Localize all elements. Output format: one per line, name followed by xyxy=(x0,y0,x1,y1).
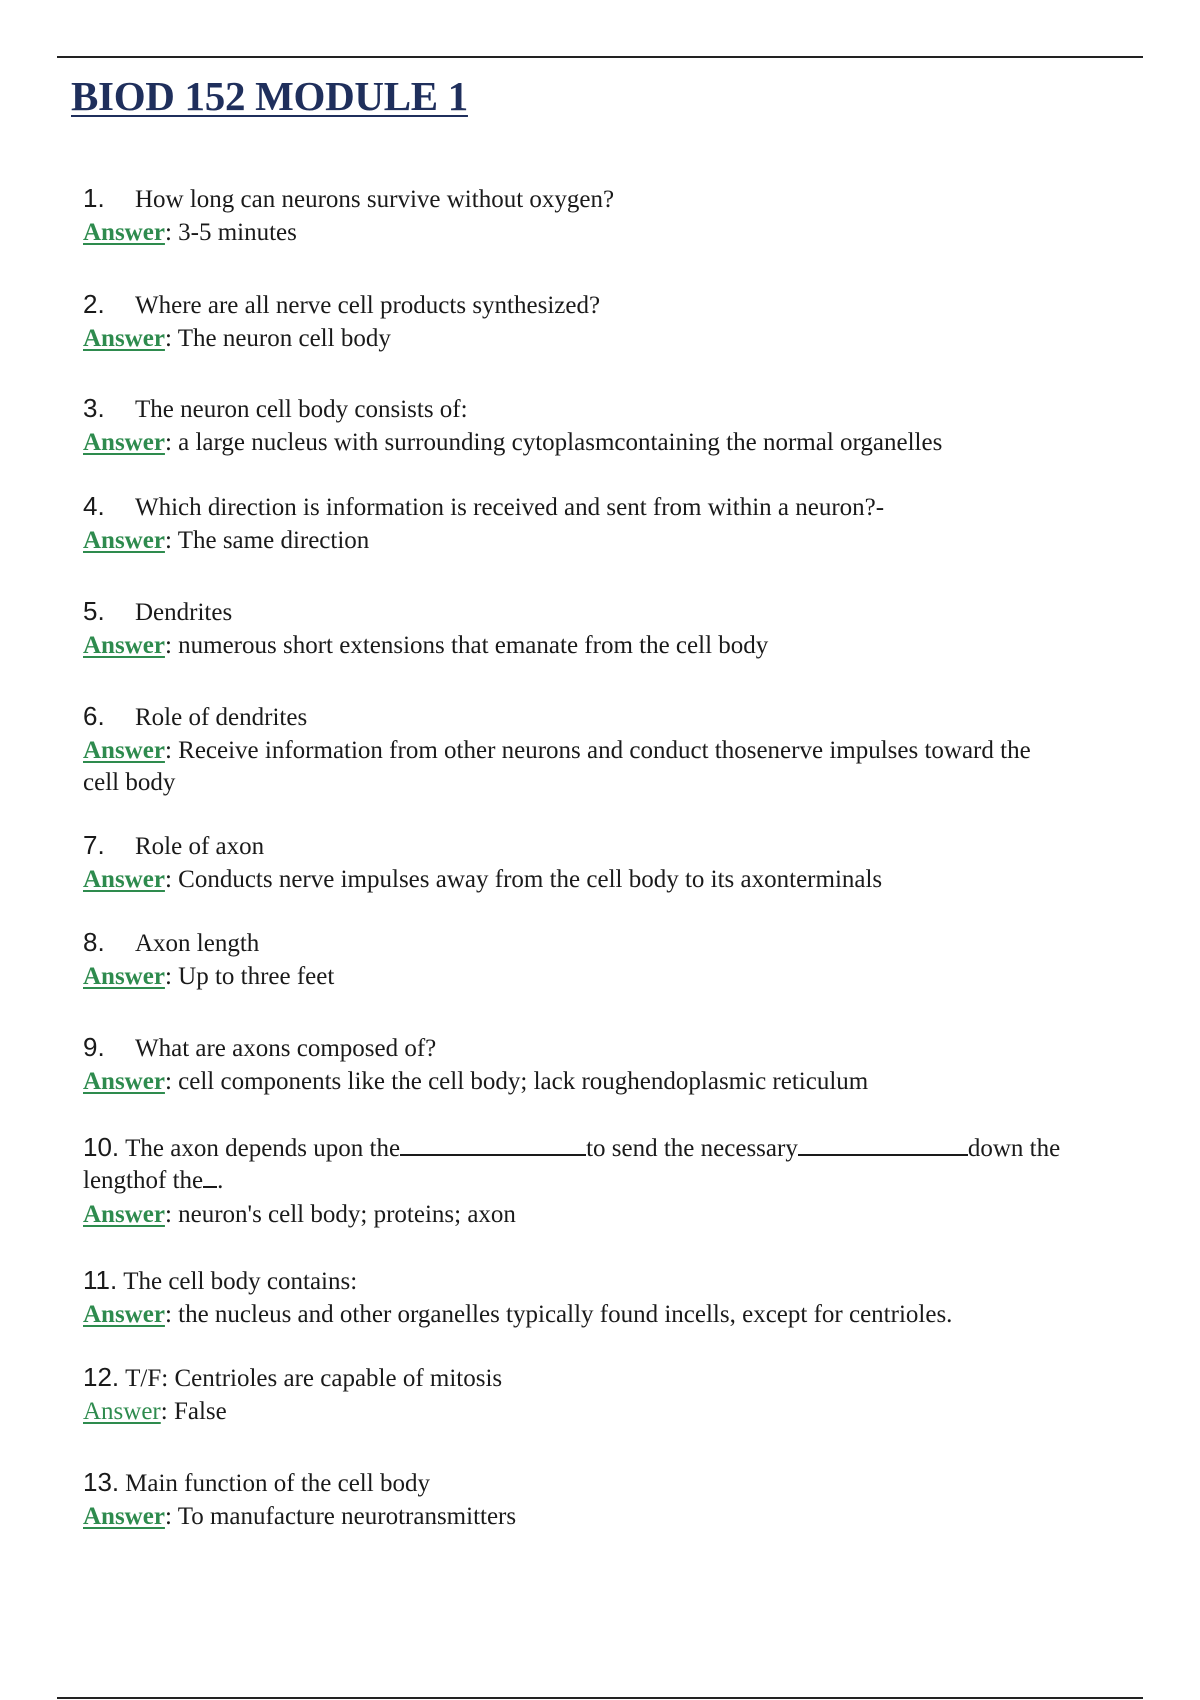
answer-separator: : xyxy=(164,963,172,990)
question-item xyxy=(83,1131,1148,1231)
answer-separator: : xyxy=(164,325,172,352)
question-prompt: Dendrites xyxy=(135,599,233,626)
question-number: 1. xyxy=(83,183,105,213)
question-text xyxy=(83,392,1148,426)
answer-value: cell components like the cell body; lack roughendoplasmic reticulum xyxy=(178,1068,869,1095)
question-number: 9. xyxy=(83,1032,105,1062)
answer-text xyxy=(83,524,1148,557)
question-text xyxy=(83,490,1148,524)
answer-separator: : xyxy=(164,1068,172,1095)
answer-separator: : xyxy=(160,1398,168,1425)
question-item xyxy=(83,595,1148,662)
fill-in-blank xyxy=(400,1134,586,1156)
answer-separator: : xyxy=(164,527,172,554)
question-prompt: Axon length xyxy=(135,930,260,957)
question-item xyxy=(83,1361,1148,1428)
answer-text xyxy=(83,1198,1148,1231)
answer-value: 3-5 minutes xyxy=(178,219,297,246)
answer-value: False xyxy=(173,1398,227,1425)
answer-text xyxy=(83,1395,1148,1428)
page-title: BIOD 152 MODULE 1 xyxy=(71,73,468,119)
answer-separator: : xyxy=(164,1301,172,1328)
question-number: 12. xyxy=(83,1362,120,1392)
question-prompt: What are axons composed of? xyxy=(135,1035,437,1062)
question-prompt: Where are all nerve cell products synthesized? xyxy=(135,292,601,319)
answer-value: Conducts nerve impulses away from the cell body to its axonterminals xyxy=(178,866,883,893)
answer-value: To manufacture neurotransmitters xyxy=(177,1503,517,1530)
question-number: 6. xyxy=(83,701,105,731)
fill-in-blank xyxy=(798,1134,968,1156)
question-number: 5. xyxy=(83,596,105,626)
question-prompt: How long can neurons survive without oxygen? xyxy=(135,186,615,213)
answer-separator: : xyxy=(164,1503,172,1530)
question-prompt-part3: down the xyxy=(967,1135,1061,1162)
answer-label: Answer xyxy=(83,1068,165,1095)
question-prompt-part2: to send the necessary xyxy=(586,1135,798,1162)
answer-text xyxy=(83,1065,1148,1098)
answer-value: The neuron cell body xyxy=(177,325,391,352)
question-number: 3. xyxy=(83,393,105,423)
question-item xyxy=(83,392,1148,459)
question-text xyxy=(83,595,1148,629)
question-number: 2. xyxy=(83,289,105,319)
question-prompt: T/F: Centrioles are capable of mitosis xyxy=(125,1365,503,1392)
answer-label: Answer xyxy=(83,1201,165,1228)
question-number: 11. xyxy=(83,1265,118,1295)
question-text xyxy=(83,288,1148,322)
answer-separator: : xyxy=(164,1201,172,1228)
answer-value: numerous short extensions that emanate from the cell body xyxy=(178,632,769,659)
question-number: 7. xyxy=(83,830,105,860)
answer-text xyxy=(83,426,1148,459)
answer-separator: : xyxy=(164,632,172,659)
answer-label: Answer xyxy=(83,429,165,456)
question-prompt: Which direction is information is received and sent from within a neuron?- xyxy=(135,494,885,521)
question-text xyxy=(83,1131,1148,1165)
answer-value: the nucleus and other organelles typically found incells, except for centrioles. xyxy=(178,1301,953,1328)
answer-label: Answer xyxy=(83,963,165,990)
question-number: 10. xyxy=(83,1132,120,1162)
question-text xyxy=(83,829,1148,863)
question-item xyxy=(83,1466,1148,1533)
answer-value: The same direction xyxy=(177,527,370,554)
question-item xyxy=(83,288,1148,355)
question-item xyxy=(83,182,1148,249)
answer-label: Answer xyxy=(83,1503,165,1530)
answer-continued: cell body xyxy=(83,769,176,796)
answer-separator: : xyxy=(164,737,172,764)
question-prompt: The neuron cell body consists of: xyxy=(135,396,468,423)
answer-label: Answer xyxy=(83,737,165,764)
answer-text xyxy=(83,1500,1148,1533)
question-prompt: Main function of the cell body xyxy=(125,1470,430,1497)
question-item xyxy=(83,1264,1148,1331)
question-number: 4. xyxy=(83,491,105,521)
question-prompt: Role of axon xyxy=(135,833,265,860)
question-number: 8. xyxy=(83,927,105,957)
question-end-punctuation: . xyxy=(217,1167,224,1194)
answer-text xyxy=(83,734,1148,767)
question-text xyxy=(83,1361,1148,1395)
question-item xyxy=(83,1031,1148,1098)
question-text xyxy=(83,700,1148,734)
question-item xyxy=(83,926,1148,993)
question-text xyxy=(83,1466,1148,1500)
answer-separator: : xyxy=(164,429,172,456)
answer-value: a large nucleus with surrounding cytoplasmcontaining the normal organelles xyxy=(178,429,943,456)
question-prompt: The cell body contains: xyxy=(123,1268,358,1295)
answer-label: Answer xyxy=(83,325,165,352)
answer-label: Answer xyxy=(83,632,165,659)
answer-text xyxy=(83,216,1148,249)
question-continued-text: lengthof the xyxy=(83,1167,204,1194)
question-text xyxy=(83,1031,1148,1065)
top-rule xyxy=(57,56,1143,58)
answer-value: neuron's cell body; proteins; axon xyxy=(178,1201,516,1228)
answer-label: Answer xyxy=(83,1301,165,1328)
answer-label: Answer xyxy=(83,527,165,554)
fill-in-blank xyxy=(203,1166,217,1188)
answer-label: Answer xyxy=(83,1398,161,1425)
answer-text xyxy=(83,1298,1148,1331)
answer-value: Up to three feet xyxy=(178,963,335,990)
answer-label: Answer xyxy=(83,219,165,246)
answer-label: Answer xyxy=(83,866,165,893)
question-continued xyxy=(83,1165,1148,1196)
answer-separator: : xyxy=(164,219,172,246)
question-prompt-part1: The axon depends upon the xyxy=(125,1135,401,1162)
question-item xyxy=(83,700,1148,798)
question-prompt: Role of dendrites xyxy=(135,704,308,731)
question-item xyxy=(83,490,1148,557)
answer-text xyxy=(83,629,1148,662)
question-item xyxy=(83,829,1148,896)
answer-separator: : xyxy=(164,866,172,893)
question-text xyxy=(83,182,1148,216)
answer-text xyxy=(83,863,1148,896)
question-text xyxy=(83,1264,1148,1298)
answer-text xyxy=(83,322,1148,355)
answer-text xyxy=(83,960,1148,993)
question-text xyxy=(83,926,1148,960)
answer-value: Receive information from other neurons and conduct thosenerve impulses toward the xyxy=(178,737,1031,764)
bottom-rule xyxy=(57,1697,1143,1699)
question-number: 13. xyxy=(83,1467,120,1497)
